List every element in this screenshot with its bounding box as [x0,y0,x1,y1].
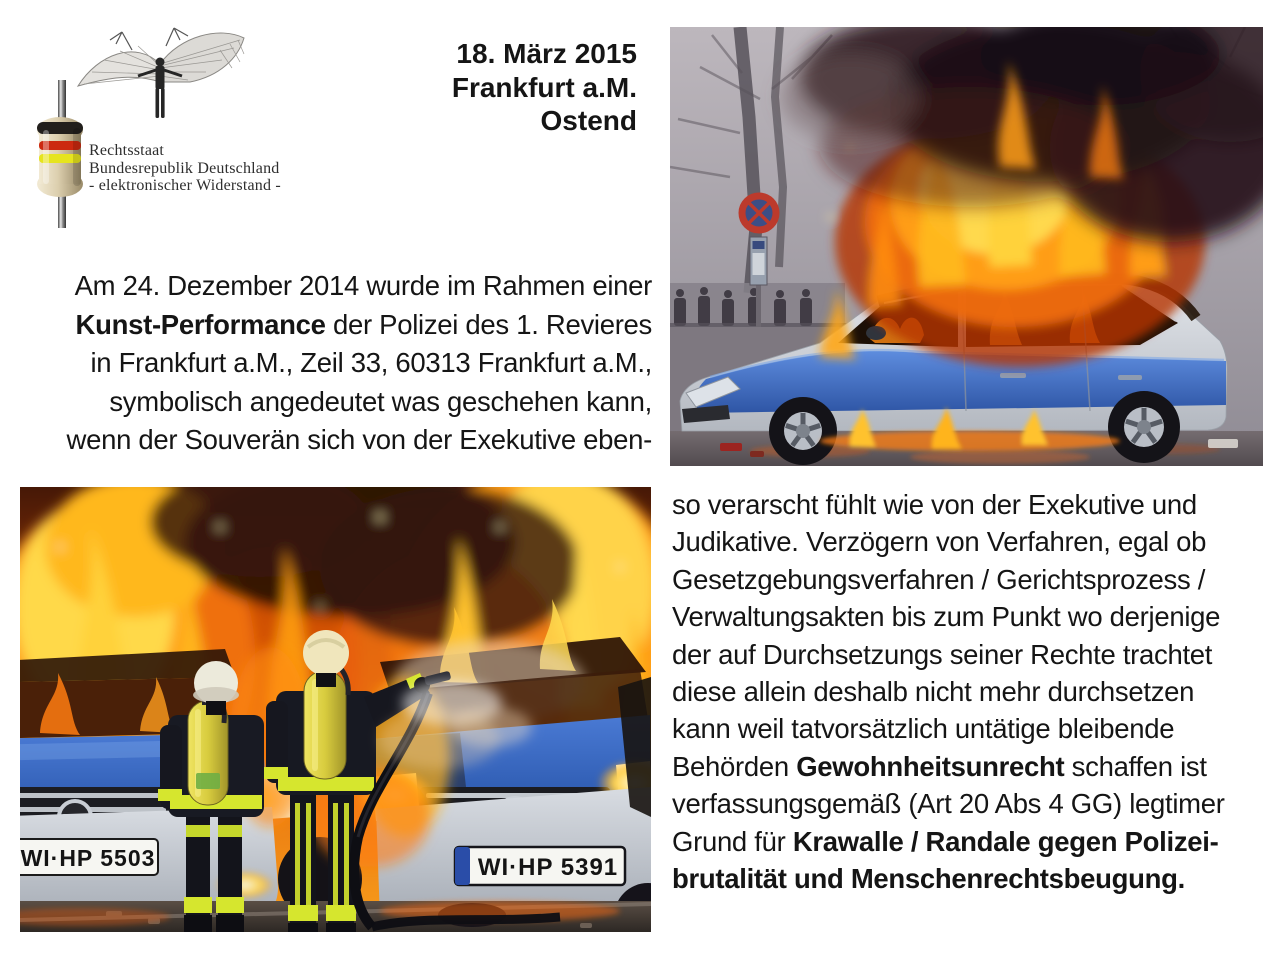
boot [326,923,356,932]
reflective-cuff [326,905,356,921]
text-line [672,785,1264,822]
license-plate-text: WI·HP 5391 [477,854,619,881]
text-segment: der Polizei des 1. Revieres [325,308,652,340]
text-segment: Judikative. Verzögern von Verfahren, egal ob [672,526,1207,558]
resistor-shade [73,128,81,186]
text-segment: Grund für [672,825,793,857]
side-mirror [866,326,886,340]
logo-text-line: Rechtsstaat [89,142,165,159]
resistor-icon [37,80,95,228]
boot [216,915,244,932]
text-line [672,860,1264,897]
door-handle [1000,373,1026,378]
text-line [672,486,1264,523]
tank-label [196,773,220,789]
firefighters-burning-cars-photo [20,487,651,932]
reflective-stripe [218,825,242,837]
dateline-city: Frankfurt a.M. [451,71,637,103]
logo-text-line: - elektronischer Widerstand - [89,177,281,195]
text-line [672,673,1264,710]
text-line [672,561,1264,598]
glider-right-wing [160,33,244,82]
text-line [10,383,652,422]
neck-shadow [206,701,226,715]
text-segment: verfassungsgemäß (Art 20 Abs 4 GG) legtimer [672,788,1225,820]
helmet [303,630,349,676]
intro-paragraph [10,267,652,460]
text-segment: wenn der Souverän sich von der Exekutive eben- [66,424,652,456]
logo-text-line: Bundesrepublik Deutschland [89,159,280,177]
text-line [672,748,1264,785]
tank-highlight [312,679,318,771]
text-line [10,306,652,345]
license-plate-right [455,847,625,885]
text-segment: Verwaltungsakten bis zum Punkt wo derjenige [672,601,1221,633]
reflective-cuff [288,905,318,921]
text-segment: Behörden [672,750,797,782]
burning-police-car-photo [670,27,1263,466]
reflective-cuff [216,897,244,913]
dateline [337,37,637,138]
body-paragraph [672,486,1264,897]
text-line [672,823,1264,860]
license-plate-text: WI·HP 5503 [20,845,156,871]
text-segment: symbolisch angedeutet was geschehen kann, [109,385,652,417]
text-line [672,523,1264,560]
glider-tail-struts [110,28,188,50]
text-line [10,344,652,383]
air-tank [304,671,346,779]
boot [184,915,212,932]
logo-text [89,142,281,195]
text-segment: so verarscht fühlt wie von der Exekutive und [672,489,1197,520]
resistor-highlight [43,130,49,184]
text-segment: der auf Durchsetzungs seiner Rechte trachtet [672,638,1213,670]
text-segment: Krawalle / Randale gegen Polizei- [792,825,1219,857]
text-segment: in Frankfurt a.M., Zeil 33, 60313 Frankfurt a.M., [90,347,652,379]
rear-wheel [1108,391,1180,463]
door-handle [1118,375,1142,380]
reflective-cuff [184,897,212,913]
front-wheel [769,397,837,465]
neck-shadow [316,673,336,687]
text-line [10,267,652,306]
text-line [672,710,1264,747]
text-segment: schaffen ist [1064,750,1207,782]
dateline-district: Ostend [540,105,637,136]
dateline-date: 18. März 2015 [456,38,637,69]
text-segment: diese allein deshalb nicht mehr durchsetzen [672,676,1195,708]
license-plate-left [20,839,158,875]
reflective-stripe [186,825,210,837]
text-line [10,421,652,460]
boot [288,923,318,932]
text-segment: Gewohnheitsunrecht [796,750,1065,782]
text-segment: Kunst-Performance [75,308,326,340]
text-line [672,636,1264,673]
text-segment: kann weil tatvorsätzlich untätige bleibende [672,713,1175,745]
lilienthal-glider-icon [70,24,255,126]
text-line [672,598,1264,635]
text-segment: Am 24. Dezember 2014 wurde im Rahmen einer [74,270,652,301]
helmet-brim [193,687,239,703]
text-segment: Gesetzgebungsverfahren / Gerichtsprozess / [672,563,1206,595]
text-segment: brutalität und Menschenrechtsbeugung. [672,863,1185,895]
